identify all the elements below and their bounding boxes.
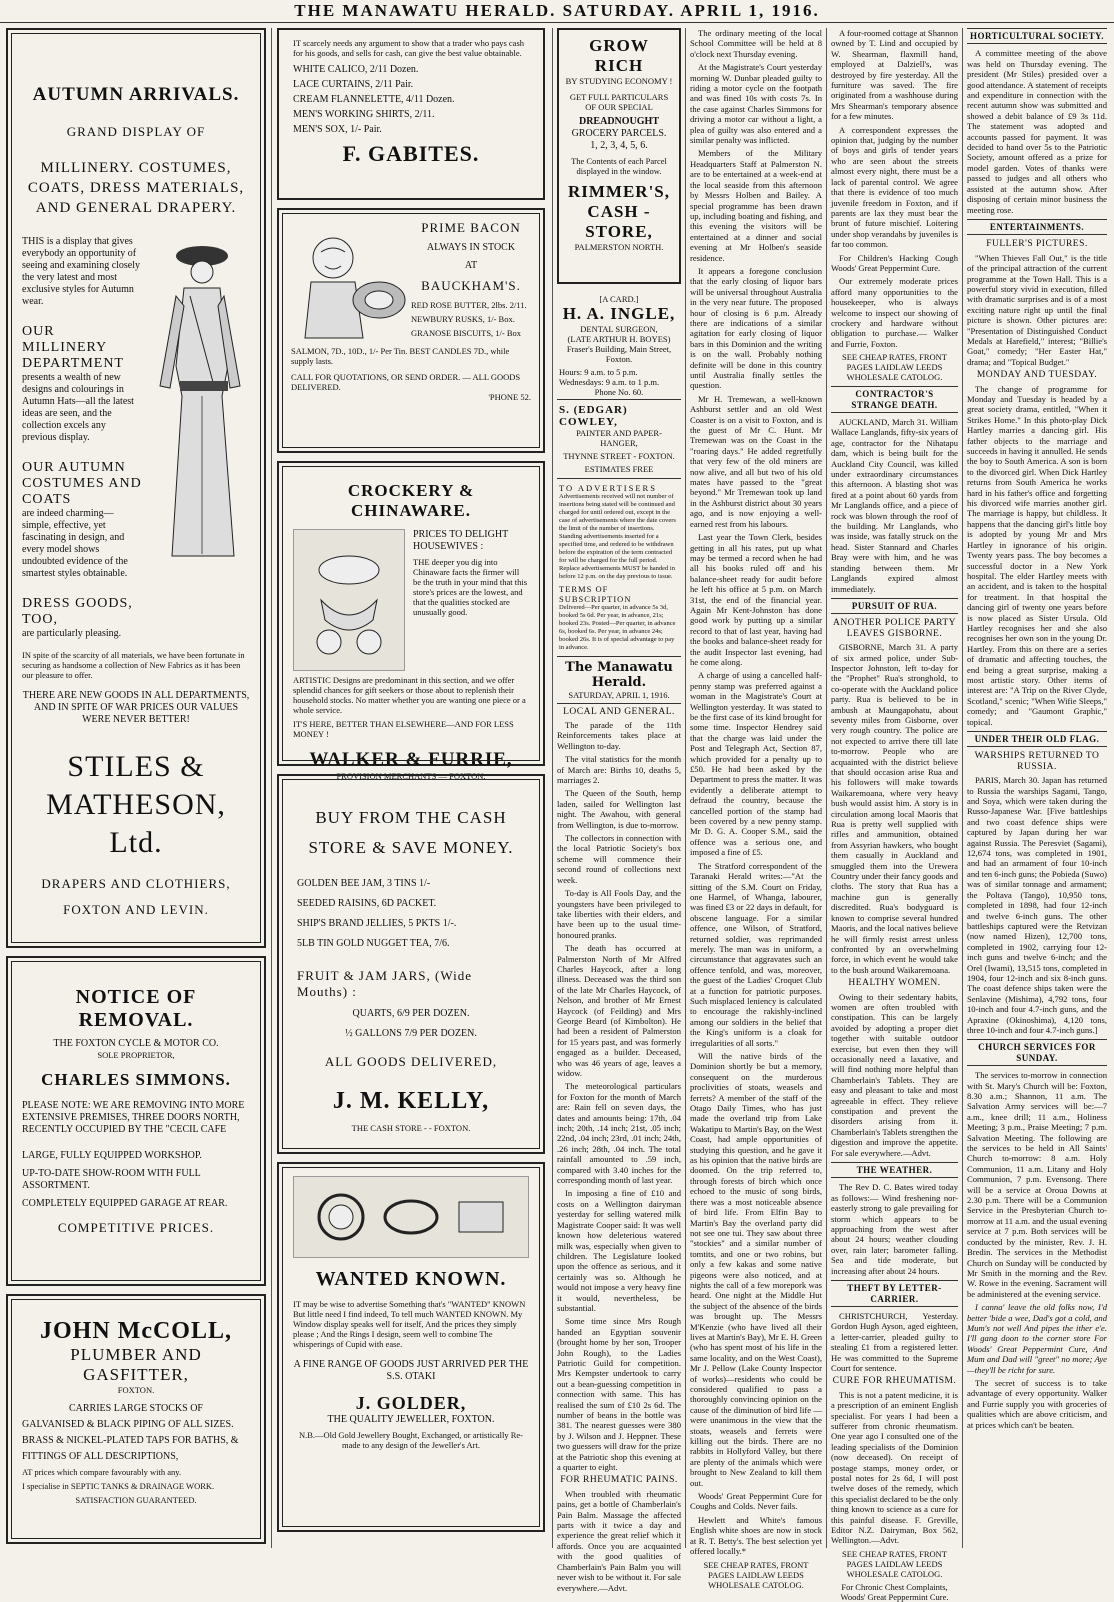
ad-title: NOTICE OF REMOVAL.	[75, 986, 197, 1031]
stiles-matheson-ad	[6, 28, 266, 948]
ingle-card	[557, 292, 681, 399]
golder-ad	[277, 1162, 545, 1532]
list-item: 5LB TIN GOLD NUGGET TEA, 7/6.	[297, 938, 450, 949]
section-subhead: WARSHIPS RETURNED TO RUSSIA.	[974, 751, 1100, 772]
section-subhead: MONDAY AND TUESDAY.	[976, 370, 1098, 381]
section-head: PURSUIT OF RUA.	[831, 598, 958, 614]
price-list	[293, 62, 529, 137]
ad-text: GET FULL PARTICULARS OF OUR SPECIAL	[569, 92, 669, 112]
section-head: THEFT BY LETTER-CARRIER.	[831, 1280, 958, 1307]
advertisers-notice	[557, 478, 681, 656]
section-head: FOR RHEUMATIC PAINS.	[560, 1475, 678, 1486]
chinaware-illustration	[293, 529, 405, 671]
notice-text: Advertisements received will not number of insertions being stated will be continued and charged for until ordered out, except in the case of advertisements where the date covers the limit of the number of insertions. Standing advertisements inserted for a specified time, and ordered to be withdrawn before the expiration of the term contracted for will be charged for the full period. Replace advertisements MUST be handed in before 12 p.m. on the day previous to issue.	[559, 493, 676, 580]
ad-text: ESTIMATES FREE	[584, 464, 654, 474]
list-item: WHITE CALICO, 2/11 Dozen.	[293, 64, 419, 75]
ad-text: N.B.—Old Gold Jewellery Bought, Exchanged, or artistically Re-made to any design of the Jeweller's Art.	[298, 1430, 524, 1450]
ad-heading: PRIME BACON	[421, 220, 521, 235]
firm-name: F. GABITES.	[342, 141, 480, 166]
ad-title: STORE & SAVE MONEY.	[308, 838, 514, 857]
phone-number: Phone No. 60.	[594, 387, 644, 397]
ad-subtitle: THE FOXTON CYCLE & MOTOR CO.	[53, 1038, 219, 1049]
kelly-ad	[277, 774, 545, 1154]
card-label: [A CARD.]	[599, 294, 639, 304]
walker-furrie-ad	[277, 461, 545, 781]
news-item: The Stratford correspondent of the Taranaki Herald writes:—"At the sitting of the S.M. Court on Friday, one Harmel, of Whanga, labourer, was fined £3 or 22 days in default, for obscene language. For a similar offence, one Wilson, of Stratford, returned soldier, was reprimanded merely. The man was in uniform, a circumstance that aggravates such an offence tenfold, and was, moreover, the guest of the Ladies' Croquet Club at a function for patriotic purposes. Such misplaced leniency is calculated to encourage the rakishly-inclined among our soldiers in the belief that the King's uniform is a cloak for irregularities of all sorts."	[690, 860, 822, 1048]
column-5	[831, 28, 958, 1602]
list-item: SEEDED RAISINS, 6D PACKET.	[297, 898, 437, 909]
ad-title: GROW RICH	[589, 36, 649, 75]
column-rule	[685, 28, 686, 1548]
news-item: To-day is All Fools Day, and the youngsters have been privileged to take liberties with their elders, and have been up to the usual time-honoured pranks.	[557, 888, 681, 940]
catalog-notice: SEE CHEAP RATES, FRONT PAGES LAIDLAW LEEDS WHOLESALE CATOLOG.	[703, 1559, 809, 1590]
firm-name: CASH - STORE,	[585, 202, 653, 241]
simmons-ad	[6, 956, 266, 1286]
butcher-illustration	[291, 220, 411, 340]
firm-name: WALKER & FURRIE,	[309, 749, 513, 770]
news-item: Will the native birds of the Dominion shortly be but a memory, consequent on the murderous proclivities of stoats, weasels and ferrets? A member of the staff of the Otago Daily Times, who has just made the overland trip from Lake Wakatipu to Martin's Bay, on the West Coast, had ample opportunities of studying this question, and he gave it as his opinion that the native birds are doomed. On the trip referred to, through forests of birch which once echoed to the music of song birds, there was a most noticeable absence of bird life. From Elfin Bay to Martin's Bay the overland party did not see one tui. They saw about three "stockies" and a similar number of tomtits, and one or two robins, but only a few kakas and some native pigeons were also noticed, and at nights the call of a few morepork was heard. One night at the Middle Hut the subject of the absence of the birds was brought up. The Messrs M'Kenzie (who have lived all their lives at Martin's Bay), Mr E. H. Green (who has spent most of his life in the same locality, and on the West Coast), Mr J. Pellow (Lake County Inspector of works)—residents who could be considered qualified to pass a thoroughly convincing opinion on the cause of the diminution of bird life — were unanimous in the view that the stoats, weasels and ferrets were killing out the birds. There are no rabbits in Hollyford Valley, but there are plenty of the animals which were brought to New Zealand to kill them out.	[690, 1051, 822, 1488]
news-item: AUCKLAND, March 31. William Wallace Langlands, fifty-six years of age, contractor for the Nihatapu dam, which is being built for the Auckland City Council, was killed under extraordinary circumstances this afternoon. A blasting shot was fired at a point about 60 yards from Mr Langlands office, and a piece of rock was blown through the roof of the building. Mr Langlands, who was inside, was fatally struck on the head. Sister Stannard and Charles Bray were with him, and he was standing between them. Mr Langlands expired almost immediately.	[831, 417, 958, 594]
ad-text: A FINE RANGE OF GOODS JUST ARRIVED PER THE S.S. OTAKI	[293, 1359, 529, 1382]
list-item: CREAM FLANNELETTE, 4/11 Dozen.	[293, 94, 455, 105]
section-head: CHURCH SERVICES FOR SUNDAY.	[967, 1039, 1107, 1066]
rimmer-ad	[557, 28, 681, 284]
ad-title: WANTED KNOWN.	[315, 1268, 507, 1290]
ad-note: IN spite of the scarcity of all materials, we have been fortunate in securing as handsome a collection of New Fabrics as it has been our pleasure to offer.	[22, 650, 245, 680]
column-rule	[826, 28, 827, 1548]
news-item: Owing to their sedentary habits, women are often troubled with constipation. This can be largely avoided by adopting a proper diet together with suitable outdoor exercise, but even then they will occasionally need a laxative, and will find nothing more helpful than Chamberlain's Tablets. They are easy and pleasant to take and most agreeable in effect. They relieve constipation and prevent the disorders arising from it. Chamberlain's Tablets strengthen the digestion and improve the appetite. For sale everywhere.—Advt.	[831, 991, 958, 1158]
ad-text: presents a wealth of new designs and colourings in Autumn Hats—all the latest ideas are seen, and the collection excels any previous display.	[22, 372, 134, 443]
column-3	[557, 28, 681, 1593]
ad-text: BRASS & NICKEL-PLATED TAPS FOR BATHS, &	[22, 1435, 239, 1446]
news-item: The meteorological particulars for Foxton for the month of March are: Rain fell on seven days, the dates and amounts being: 17th, .04 inch; 20th, .14 inch; 21st, .05 inch; 22nd, .04 inch; 23rd, .01 inch; 24th, .26 inch; 28th, .04 inch. The total rainfall amounted to .59 inch, compared with 3.40 inches for the corresponding month of last year.	[557, 1081, 681, 1186]
news-item: The Queen of the South, hemp laden, sailed for Wellington last night. The Awahou, with general from Wellington, is due to-morrow.	[557, 788, 681, 830]
news-item: CHRISTCHURCH, Yesterday. Gordon Hugh Ayson, aged eighteen, a letter-carrier, pleaded guilty to stealing £1 from a registered letter. He was committed to the Supreme Court for sentence.	[831, 1310, 958, 1373]
proprietor-name: CHARLES SIMMONS.	[41, 1070, 231, 1089]
ad-title: CROCKERY & CHINAWARE.	[347, 481, 475, 520]
ad-text: FRUIT & JAM JARS, (Wide Mouths) :	[297, 968, 473, 999]
firm-name: STILES & MATHESON, Ltd.	[46, 750, 226, 859]
column-6	[967, 28, 1107, 1548]
ad-text: Hours: 9 a.m. to 5 p.m. Wednesdays: 9 a.m. to 1 p.m.	[559, 367, 660, 387]
ad-subtitle: BY STUDYING ECONOMY !	[565, 76, 673, 86]
ad-text: COMPLETELY EQUIPPED GARAGE AT REAR.	[22, 1198, 228, 1209]
ad-text: DREADNOUGHT	[578, 116, 659, 127]
news-item: At the Magistrate's Court yesterday morning W. Dunbar pleaded guilty to riding a motor cycle on the footpath and was fined 10s with costs 7s. In the case against Charles Simmons for driving a motor car without a light, a plea of guilty was also entered and a similar penalty was inflicted.	[690, 62, 822, 146]
list-item: MEN'S WORKING SHIRTS, 2/11.	[293, 109, 435, 120]
ad-intro: IT scarcely needs any argument to show that a trader who pays cash for his goods, and sells for cash, can give the best value obtainable.	[293, 38, 524, 58]
news-item: A correspondent expresses the opinion that, judging by the number of boys and girls of tender years who are seen about the streets almost every night, there must be a lack of parental control. We agree that there is evidence of too much juvenile freedom in Foxton, and if parents are lax they must bear the brunt of future mischief. Loitering under shop verandahs by juveniles is far too common.	[831, 124, 958, 250]
section-subhead: ANOTHER POLICE PARTY LEAVES GISBORNE.	[832, 618, 957, 639]
news-item: The services to-morrow in connection with St. Mary's Church will be: Foxton, 8.30 a.m.; Shannon, 11 a.m. The Salvation Army services will be:—7 a.m., knee drill; 11 a.m., Holiness Meeting; 3 p.m., Praise Meeting; 7 p.m. Salvation Meeting. The following are the services to be held in All Saints' Church to-morrow: 8 a.m. Holy Communion, 11 a.m. Litany and Holy Communion, 7 p.m. Evensong. There will be a service at Oroua Downs at 2.30 p.m. There will be a Communion Service in the Presbyterian Church to-morrow at 11 a.m. and the usual evening service at 7 p.m. Both services will be conducted by the minister, Rev. J. H. Bredin. The services in the Methodist Church on Sunday will be conducted by Mr Smith in the morning and the Rev. W. Rowe in the evening. Sacrament will be administered at the evening service.	[967, 1070, 1107, 1299]
news-item: The secret of success is to take advantage of every opportunity. Walker and Furrie supply you with groceries of qualities which are above criticism, and at prices which can't be beaten.	[967, 1377, 1107, 1430]
ad-intro: THIS is a display that gives everybody an opportunity of seeing and examining closely the very latest and most exclusive styles for Autumn wear.	[22, 236, 141, 307]
ad-verse: IT may be wise to advertise Something that's "WANTED" KNOWN But little need I find indeed, To tell much WANTED KNOWN. My Window display speaks well for itself, And the prices they simply please ; And the Rings I design, seem well to combine The whisperings of Cupid with ease.	[293, 1299, 526, 1349]
news-item: Woods' Great Peppermint Cure for Coughs and Colds. Never fails.	[690, 1491, 822, 1512]
section-head: UNDER THEIR OLD FLAG.	[967, 731, 1107, 747]
news-item: "When Thieves Fall Out," is the title of the principal attraction of the current programme at the Town Hall. This is a powerful story vivid in execution, filled with dramatic surprises and is of a most exciting nature right up until the final picture is shown. Other pictures are: "Presentation of Distinguished Conduct Medals at Harefield," interest; "Billie's Goat," comedy; "Her Easter Hat," drama; and "Topical Budget."	[967, 252, 1107, 367]
news-item: The vital statistics for the month of March are: Births 10, deaths 5, marriages 2.	[557, 754, 681, 786]
ad-heading: DRESS GOODS, TOO,	[22, 596, 133, 627]
news-item: The parade of the 11th Reinforcements takes place at Wellington to-day.	[557, 720, 681, 751]
news-item: For Children's Hacking Cough Woods' Great Peppermint Cure.	[831, 252, 958, 273]
firm-trade: DRAPERS AND CLOTHIERS,	[41, 876, 231, 891]
ad-text: (LATE ARTHUR H. BOYES)	[567, 334, 671, 344]
list-item: GRANOSE BISCUITS, 1/- Box	[411, 328, 522, 338]
ad-subtitle: SOLE PROPRIETOR,	[97, 1050, 175, 1060]
paper-title: The Manawatu Herald.	[565, 660, 673, 690]
ad-heading: OUR MILLINERY DEPARTMENT	[22, 324, 124, 371]
ad-text: CARRIES LARGE STOCKS OF	[68, 1403, 203, 1414]
news-item: Mr H. Tremewan, a well-known Ashburst settler and an old West Coaster is on a visit to Foxton, and is the guest of Mr C. Hunt. Mr Tremewan was on the Coast in the "roaring days." He added regretfully that very few of the old miners are now alive, and all but two of his old mates have passed to the "great beyond." Mr Tremewan took up land in the Ashburst district about 30 years ago, and is now enjoying a well-earned rest from his labours.	[690, 393, 822, 529]
news-item: PARIS, March 30. Japan has returned to Russia the warships Sagami, Tango, and Soya, which were taken during the Russo-Japanese War. [Five battleships and two coast defence ships were captured by Japan during her war against Russia. The Peresviet (Sagami), 12,674 tons, was completed in 1901, and had an armament of four 10-inch and ten 6-inch guns; the Pobieda (Suwo) was of similar tonnage and armament; the Poltava (Tango), 10,950 tons, completed in 1898, had four 12-inch and twelve 6-inch guns. The other battleships captured were the Retvizan (now named Hizen), 12,700 tons, completed in 1902, carrying four 12-inch guns and twelve 6-inch; and the Orel (Iwami), 13,515 tons, completed in 1904, four 12-inch and six 8-inch guns. The coast defence ships taken were the Senlavine (Mishima), 4,792 tons, four 10-inch and four 4.7-inch guns, and the Apraxine (Okinoshima), 4,120 tons, three 10-inch and four 4.7-inch guns.]	[967, 775, 1107, 1035]
firm-name: J. M. KELLY,	[332, 1088, 490, 1114]
ad-text: CALL FOR QUOTATIONS, OR SEND ORDER. — ALL GOODS DELIVERED.	[291, 372, 521, 392]
masthead: THE MANAWATU HERALD. SATURDAY. APRIL 1, 1916.	[0, 0, 1114, 23]
bauckham-ad	[277, 208, 545, 453]
gabites-ad	[277, 28, 545, 200]
news-item: A four-roomed cottage at Shannon owned by T. Lind and occupied by W. Shearman, flaxmill hand, employed at Dalziell's, was destroyed by fire yesterday. All the furniture was saved. The fire originated from a washhouse during Mrs Shearman's temporary absence for a few minutes.	[831, 28, 958, 122]
news-item: The change of programme for Monday and Tuesday is headed by a great society drama, entitled, "When it Strikes Home." In this photo-play Dick Hartley marries a dancing girl. His father objects to the marriage and succeeds in having it annulled. He sends the boy to South America. A son is born to the divorced girl. When Dick Hartley returns from South America he works hard in his father's office and forgetting his divorced wife marries another girl. The marriage is happy, but childless. It happens that the dancing girl's little boy is adopted by young Mr and Mrs Hartley in ignorance of his origin. Twenty years pass. The boy becomes a successful doctor in a New York hospital. The elder Hartley meets with an accident, and is taken to the hospital for treatment. In that hospital the dancing girl of twenty one years before is now placed as Sister Ursula. Old Hartley recognises her and she also recognises her own son in the young Dr. Hartley. From this on there are a series of dramatic and affecting touches, the end being a great surprise, making a most artistic story. Other items of interest are: "A Trip on the River Clyde, Scotland," scenic; "When Wifie Sleeps," comedy; and "Gaumont Graphic," topical.	[967, 383, 1107, 727]
ad-text: DENTAL SURGEON,	[580, 324, 658, 334]
phone-number: 'PHONE 52.	[488, 392, 531, 402]
news-item: Last year the Town Clerk, besides getting in all his rates, put up what may be termed a record when he had all his books ruled off and his balance-sheet ready for audit before he left his office at 5 p.m. on March 31st, the end of the financial year. Again Mr Kent-Johnston has done good work by putting up a similar record to that of last year, having had the books and balance-sheet ready for the audit Inspector last evening, had he come along.	[690, 532, 822, 667]
ad-text: I specialise in SEPTIC TANKS & DRAINAGE WORK.	[22, 1481, 215, 1491]
ad-text: 1, 2, 3, 4, 5, 6.	[590, 140, 648, 151]
catalog-notice: SEE CHEAP RATES, FRONT PAGES LAIDLAW LEEDS WHOLESALE CATOLOG.	[841, 352, 947, 383]
section-head: CONTRACTOR'S STRANGE DEATH.	[831, 386, 958, 413]
ad-text: ALWAYS IN STOCK	[426, 242, 516, 253]
ad-heading: OUR AUTUMN COSTUMES AND COATS	[22, 460, 142, 507]
list-item: SHIP'S BRAND JELLIES, 5 PKTS 1/-.	[297, 918, 457, 929]
lady-in-coat-illustration	[150, 236, 250, 640]
firm-name: BAUCKHAM'S.	[421, 278, 521, 293]
news-item: A committee meeting of the above was held on Thursday evening. The president (Mr Stiles) presided over a good attendance. A statement of receipts and expenditure in connection with the recent autumn show was submitted and showed a debit balance of £9 3s 11d. The statement was adopted and accounts passed for payment. It was decided to hand over 5s to the Patriotic Society, amount offered as a prize for model garden. Votes of thanks were passed to judges and all others who assisted at the autumn show. After disposing of certain minor business the meeting rose.	[967, 48, 1107, 215]
cowley-card	[557, 399, 681, 478]
ad-goods: MILLINERY. COSTUMES, COATS, DRESS MATERIALS, AND GENERAL DRAPERY.	[27, 160, 245, 216]
news-item: Some time since Mrs Rough handed an Egyptian souvenir (brought home by her son, Trooper John Rough), to the Ladies Patriotic Guild for competition. Mrs Kempster undertook to carry out a bean-guessing competition in connection with same. This has realised the sum of £10 2s 6d. The number of beans in the bottle was 381. The nearest guesses were 380 by J. Wilson and J. Heppner. These two guessers will draw for the prize at the Patriotic shop this evening at a quarter to eight.	[557, 1316, 681, 1473]
ad-text: are indeed charming—simple, effective, yet fascinating in design, and every model shows undoubted evidence of the smartest styles obtainable.	[22, 508, 128, 579]
ad-text: QUARTS, 6/9 PER DOZEN.	[352, 1008, 470, 1019]
firm-name: J. GOLDER,	[355, 1393, 467, 1413]
notice-text: Delivered—Per quarter, in advance 5s 3d, booked 5s 6d. Per year, in advance, 21s; booked 23s. Posted—Per quarter, in advance 6s, booked 6s. Per year, in advance 24s; booked 26s. It is of special advantage to pay in advance.	[559, 604, 676, 651]
news-item: The death has occurred at Palmerston North of Mr Alfred Charles Haycock, after a long illness. Deceased was the third son of the late Mr Charles Haycock, of Nelson, and brother of Mr Ernest Haycock (of Feilding) and Mrs George Beard (of Kimbolton). He had been a resident of Palmerston for 15 years past, and was formerly engaged as a builder. Deceased, who was 46 years of age, leaves a widow.	[557, 943, 681, 1078]
ad-text: ARTISTIC Designs are predominant in this section, and we offer splendid chances for gift seekers or those about to replenish their household stocks. No matter whether you are wanting one piece or a whole service.	[293, 675, 526, 715]
list-item: NEWBURY RUSKS, 1/- Box.	[411, 314, 515, 324]
column-rule	[271, 28, 272, 1548]
news-item: The collectors in connection with the local Patriotic Society's box scheme will commence their second round of collections next week.	[557, 833, 681, 885]
mccoll-ad	[6, 1294, 266, 1544]
list-item: RED ROSE BUTTER, 2lbs. 2/11.	[411, 300, 527, 310]
list-item: LACE CURTAINS, 2/11 Pair.	[293, 79, 414, 90]
firm-sub: PROVISION MERCHANTS — FOXTON.	[336, 771, 486, 781]
ad-text: PLEASE NOTE: WE ARE REMOVING INTO MORE EXTENSIVE PREMISES, THREE DOORS NORTH, RECENTLY OCCUPIED BY THE "CECIL CAFE	[22, 1100, 245, 1135]
news-item: This is not a patent medicine, it is a prescription of an eminent English specialist. For years I had been a sufferer from chronic rheumatism. One year ago I consulted one of the leading specialists of the Dominion (now deceased). On receipt of postage stamps, money order, or postal notes for 2s 6d, I will post twelve doses of the remedy, which this specialist declared to be the only thing known to science as a cure for this painful disease. F. Greville, Editor N.Z. Dairyman, Box 562, Wellington.—Advt.	[831, 1389, 958, 1546]
ad-text: THYNNE STREET - FOXTON.	[563, 451, 675, 461]
ad-title: AUTUMN ARRIVALS.	[32, 84, 240, 105]
ad-text: AT prices which compare favourably with any.	[22, 1467, 182, 1477]
ad-text: THE deeper you dig into Chinaware facts the firmer will be the truth in your mind that this store's prices are the lowest, and that the qualities stocked are unusually good.	[413, 557, 528, 617]
ad-text: COMPETITIVE PRICES.	[57, 1220, 215, 1235]
ad-title: BUY FROM THE CASH	[315, 808, 507, 827]
ad-note: THERE ARE NEW GOODS IN ALL DEPARTMENTS, AND IN SPITE OF WAR PRICES OUR VALUES WERE NEVER BETTER!	[22, 690, 250, 725]
ad-text: The Contents of each Parcel displayed in the window.	[571, 156, 667, 176]
ad-text: UP-TO-DATE SHOW-ROOM WITH FULL ASSORTMENT.	[22, 1168, 201, 1191]
section-head: LOCAL AND GENERAL.	[563, 707, 675, 717]
news-item: A charge of using a cancelled half-penny stamp was preferred against a woman in the Magistrate's Court at Wellington yesterday. It was stated to be the first case of its kind brought for some time. Inspector Hendrey said that the charge was laid under the Post and Telegraph Act, Section 87, which provided for a penalty up to £50. He had been asked by the Department to press the matter. It was evidently a deliberate attempt to defraud the country, because the cancelled portion of the stamp had been covered by a new penny stamp. Mr D. G. A. Cooper S.M., said the offence was a serious one, and imposed a fine of £5.	[690, 670, 822, 858]
ad-text: PAINTER AND PAPER-HANGER,	[576, 428, 662, 448]
firm-name: S. (EDGAR) COWLEY,	[559, 404, 628, 428]
ad-text: FITTINGS OF ALL DESCRIPTIONS,	[22, 1451, 179, 1462]
ad-text: AT	[464, 260, 478, 271]
notice-head: TO ADVERTISERS	[559, 483, 657, 493]
ad-subtitle: GRAND DISPLAY OF	[66, 124, 206, 139]
jewellery-illustration	[293, 1176, 529, 1258]
news-item: When troubled with rheumatic pains, get a bottle of Chamberlain's Pain Balm. Massage the affected parts with it twice a day and experience the great relief which it affords. Once you are acquainted with the good qualities of Chamberlain's Pain Balm you will never wish to be without it. For sale everywhere.—Advt.	[557, 1488, 681, 1593]
firm-sub: THE QUALITY JEWELLER, FOXTON.	[327, 1414, 495, 1425]
ad-text: are particularly pleasing.	[22, 628, 122, 639]
section-head: THE WEATHER.	[831, 1162, 958, 1178]
firm-sub: THE CASH STORE - - FOXTON.	[351, 1123, 471, 1133]
firm-name: JOHN McCOLL,	[40, 1318, 232, 1344]
news-item: It appears a foregone conclusion that the early closing of liquor bars will be universal throughout Australia in the very near future. The proposed hour of closing is 6 p.m. Already there are indications of a similar agitation for early closing of liquor bars in this Dominion and the writing is on the wall. Probably nothing definite will be done in this country until Australia finally settles the question.	[690, 265, 822, 391]
news-item: The Rev D. C. Bates wired today as follows:— Wind freshening nor-easterly strong to gale prevailing for storm which appears to be approaching from the west after about 24 hours; weather clouding over, rain later; barometer falling. Sea and tide moderate, but increasing after about 24 hours.	[831, 1182, 958, 1276]
news-item: Members of the Military Headquarters Staff at Palmerston N. are to be entertained at a week-end at the local seaside from this afternoon by Messrs Holben and Bailey. A special programme has been drawn up, including boating and fishing, and this evening the visitors will be entertained at a dinner and social evening at Mr Holben's seaside residence.	[690, 148, 822, 263]
firm-place: FOXTON.	[117, 1385, 155, 1395]
list-item: GOLDEN BEE JAM, 3 TINS 1/-	[297, 878, 431, 889]
news-item: In imposing a fine of £10 and costs on a Wellington dairyman yesterday for selling watered milk Magistrate Cooper said: It was well known how deleterious watered milk was, especially when given to children. The Legislature looked upon the offence as serious, and it certainly was so. Although he would not impose a very heavy fine it would, nevertheless, be substantial.	[557, 1188, 681, 1313]
ad-text: PRICES TO DELIGHT HOUSEWIVES :	[413, 529, 509, 552]
paper-date: SATURDAY, APRIL 1, 1916.	[568, 690, 670, 700]
column-rule	[962, 28, 963, 1548]
ad-text: IT'S HERE, BETTER THAN ELSEWHERE—AND FOR LESS MONEY !	[293, 719, 514, 739]
ad-text: SALMON, 7D., 10D., 1/- Per Tin. BEST CANDLES 7D., while supply lasts.	[291, 346, 510, 366]
local-news	[557, 720, 681, 1593]
ad-text: GROCERY PARCELS.	[571, 128, 667, 139]
news-item: The ordinary meeting of the local School Committee will be held at 8 o'clock next Thursday evening.	[690, 28, 822, 59]
ad-text: ALL GOODS DELIVERED,	[324, 1054, 498, 1069]
news-item: Our extremely moderate prices afford many opportunities to the housekeeper, who is always welcome to inspect our showing of crockery and hardware without obligation to purchase.— Walker and Furrie, Foxton.	[831, 276, 958, 349]
notice-head: TERMS OF SUBSCRIPTION	[559, 584, 632, 604]
section-head: CURE FOR RHEUMATISM.	[832, 1376, 957, 1387]
news-item: Hewlett and White's famous English white shoes are now in stock at R. T. Betty's. The best selection yet offered locally.*	[690, 1514, 822, 1557]
section-head: HORTICULTURAL SOCIETY.	[967, 28, 1107, 44]
firm-name: H. A. INGLE,	[562, 304, 676, 323]
list-item: MEN'S SOX, 1/- Pair.	[293, 124, 382, 135]
column-rule	[552, 28, 553, 1548]
news-item: GISBORNE, March 31. A party of six armed police, under Sub-Inspector Johnston, left to-day for the "Prophet" Rua's stronghold, to co-operate with the Auckland police party. Rua is believed to be in ambush at Maungapohatu, about seventy miles from Gisborne, over very rough country. The police are not expected to arrive there till late to-morrow. People who are acquainted with the district believe that should occasion arise Rua and his followers will make towards Waikaremoana, where very heavy bush would assist him. A story is in circulation among local Maoris that Rua is pretty well supplied with rifles and ammunition, obtained from Assyrian hawkers, who bought them casually in Auckland and smuggled them into the Urewera Country under their fancy goods and cloths. The story that Rua has a machine gun is generally discredited. Rua's bodyguard is known to comprise several hundred Maoris, and the local natives believe he will firmly resist arrest unless confronted by an overwhelming force, in which event he would take to the bush around Waikaremoana.	[831, 642, 958, 975]
poem: I canna' leave the old folks now, I'd better 'bide a wee, Dad's got a cold, and Mum's not well And pipes the ither e'e. I'll gang doon to the corner store For Woods' Great Peppermint Cure, And Mum and Dad will "greet" no more; Aye—they'll be richt for sure.	[967, 1302, 1107, 1375]
column-2	[277, 28, 545, 1548]
firm-trade: PLUMBER AND GASFITTER,	[70, 1345, 202, 1384]
firm-place: FOXTON AND LEVIN.	[63, 902, 209, 917]
catalog-notice: SEE CHEAP RATES, FRONT PAGES LAIDLAW LEEDS WHOLESALE CATOLOG.	[841, 1548, 947, 1579]
ad-text: LARGE, FULLY EQUIPPED WORKSHOP.	[22, 1150, 202, 1161]
ad-text: ½ GALLONS 7/9 PER DOZEN.	[345, 1028, 477, 1039]
section-head: ENTERTAINMENTS.	[967, 219, 1107, 235]
column-1	[6, 28, 266, 1548]
firm-place: PALMERSTON NORTH.	[574, 242, 664, 252]
section-subhead: FULLER'S PICTURES.	[986, 239, 1088, 250]
firm-name: RIMMER'S,	[567, 182, 671, 201]
section-head: HEALTHY WOMEN.	[848, 978, 941, 989]
column-4	[690, 28, 822, 1590]
news-item: For Chronic Chest Complaints, Woods' Great Peppermint Cure.	[840, 1581, 949, 1602]
ad-text: GALVANISED & BLACK PIPING OF ALL SIZES.	[22, 1419, 234, 1430]
ad-text: Fraser's Building, Main Street, Foxton.	[566, 344, 672, 364]
ad-text: SATISFACTION GUARANTEED.	[75, 1495, 197, 1505]
